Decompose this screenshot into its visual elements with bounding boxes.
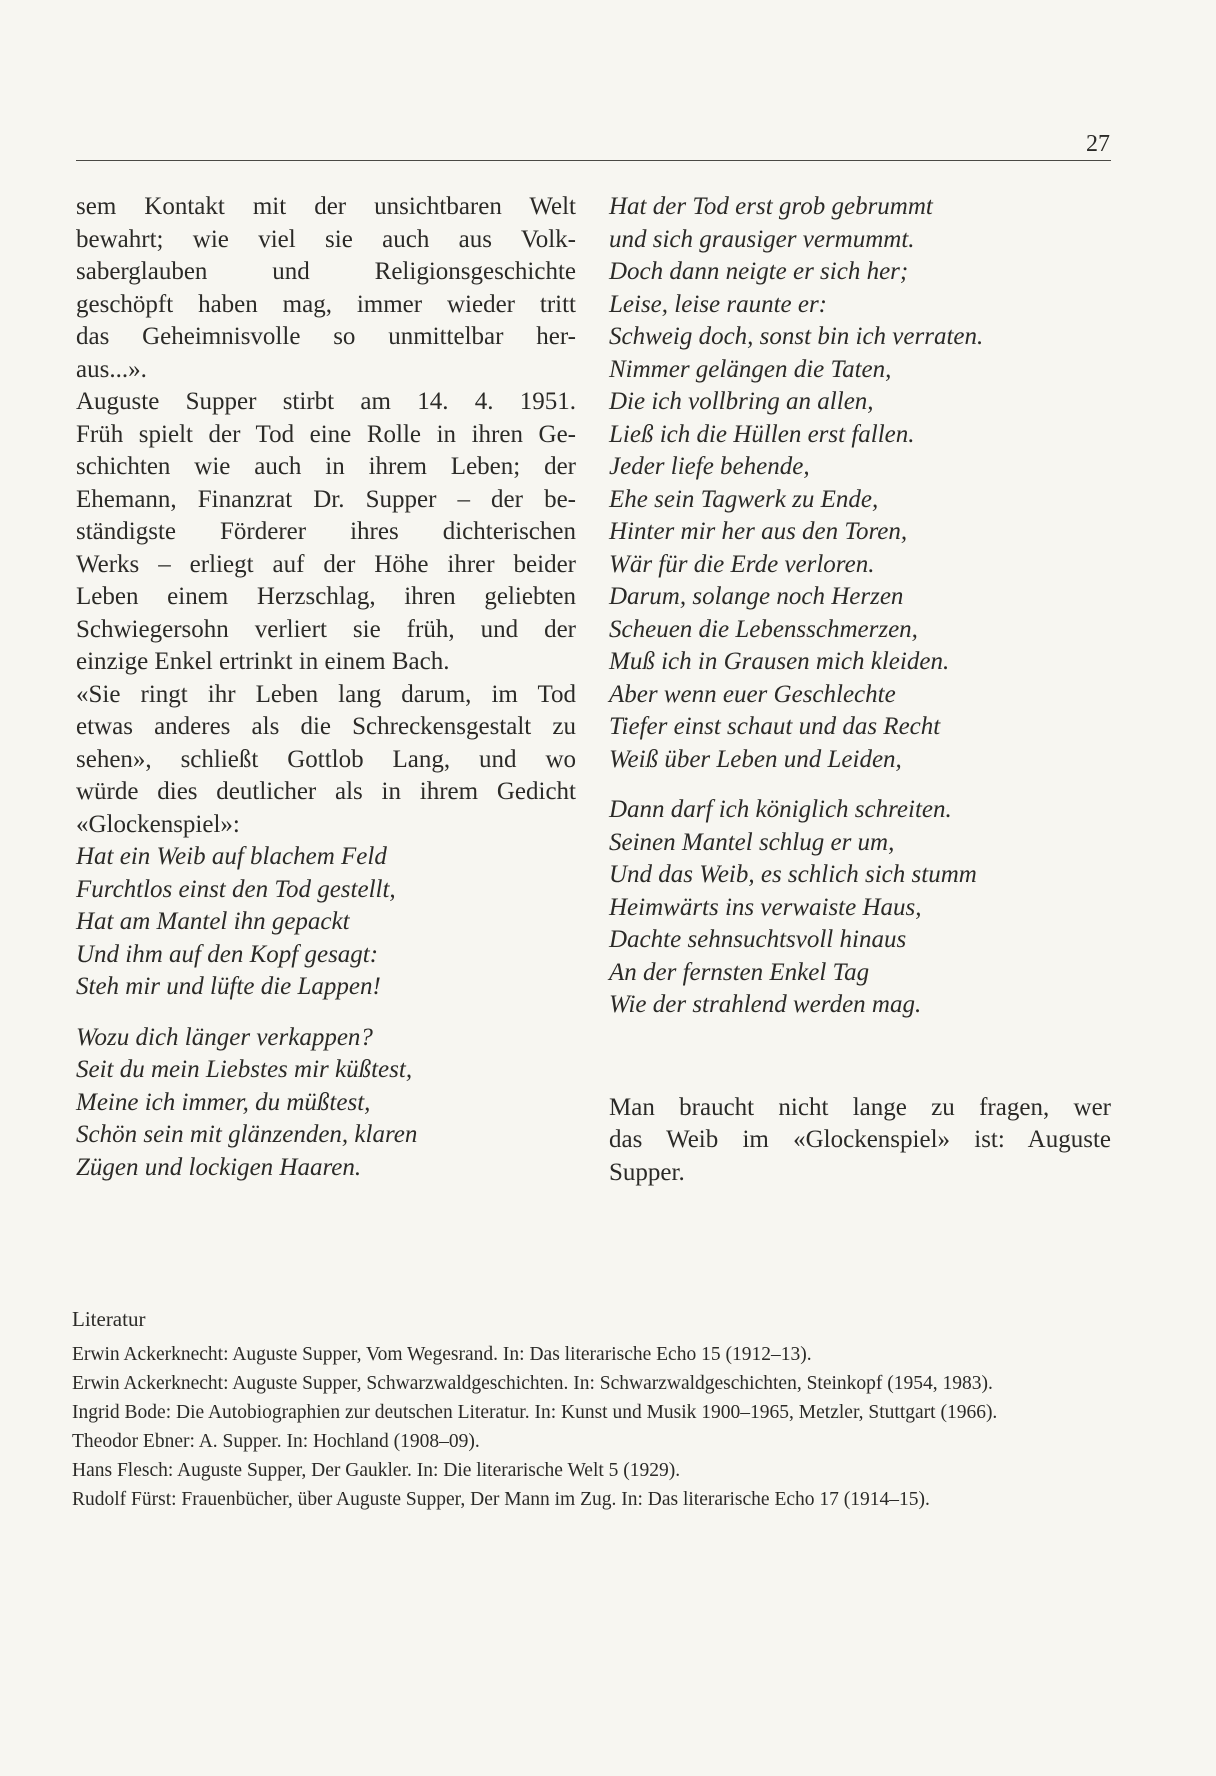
verse-line: Furchtlos einst den Tod gestellt, bbox=[76, 875, 396, 903]
text-line: «Glockenspiel»: bbox=[76, 810, 240, 838]
verse-line: Hat ein Weib auf blachem Feld bbox=[76, 843, 387, 870]
verse-line: Dachte sehnsuchtsvoll hinaus bbox=[609, 926, 907, 953]
poem-stanza-1 bbox=[76, 841, 576, 1004]
prose-block bbox=[76, 191, 576, 841]
text-line: ständigste Förderer ihres dichterischen bbox=[76, 518, 576, 545]
verse-line: Nimmer gelängen die Taten, bbox=[609, 355, 892, 383]
literature-section bbox=[72, 1306, 1112, 1516]
literature-entry: Rudolf Fürst: Frauenbücher, über Auguste Supper, Der Mann im Zug. In: Das literarische Echo 17 (1914–15). bbox=[72, 1489, 930, 1510]
verse-line: Jeder liefe behende, bbox=[609, 453, 810, 480]
left-column bbox=[76, 191, 576, 1184]
literature-entry: Erwin Ackerknecht: Auguste Supper, Vom Wegesrand. In: Das literarische Echo 15 (1912–13). bbox=[72, 1344, 812, 1365]
literature-entry: Ingrid Bode: Die Autobiographien zur deutschen Literatur. In: Kunst und Musik 1900–1965, Metzler, Stuttgart (1966). bbox=[72, 1402, 998, 1423]
verse-line: Doch dann neigte er sich her; bbox=[609, 258, 909, 285]
text-line: Schwiegersohn verliert sie früh, und der bbox=[76, 615, 576, 643]
literature-list bbox=[72, 1342, 1112, 1513]
verse-line: Muß ich in Grausen mich kleiden. bbox=[609, 648, 950, 675]
text-line: das Weib im «Glockenspiel» ist: Auguste bbox=[609, 1126, 1111, 1153]
text-line: aus...». bbox=[76, 355, 147, 383]
verse-line: Schön sein mit glänzenden, klaren bbox=[76, 1121, 418, 1148]
text-line: saberglauben und Religionsgeschichte bbox=[76, 258, 576, 285]
verse-line: Hinter mir her aus den Toren, bbox=[609, 518, 908, 545]
verse-line: Zügen und lockigen Haaren. bbox=[76, 1153, 362, 1181]
text-line: Ehemann, Finanzrat Dr. Supper – der be- bbox=[76, 485, 576, 513]
literature-heading: Literatur bbox=[72, 1307, 146, 1331]
stanza-gap bbox=[76, 1004, 576, 1022]
verse-line: Die ich vollbring an allen, bbox=[609, 388, 874, 415]
verse-line: Ließ ich die Hüllen erst fallen. bbox=[609, 420, 915, 448]
text-line: «Sie ringt ihr Leben lang darum, im Tod bbox=[76, 680, 576, 708]
text-line: das Geheimnisvolle so unmittelbar her- bbox=[76, 323, 576, 350]
stanza-gap bbox=[609, 776, 1111, 794]
verse-line: Wie der strahlend werden mag. bbox=[609, 991, 922, 1018]
text-line: Auguste Supper stirbt am 14. 4. 1951. bbox=[76, 388, 576, 415]
verse-line: Tiefer einst schaut und das Recht bbox=[609, 713, 941, 740]
text-line: sem Kontakt mit der unsichtbaren Welt bbox=[76, 193, 576, 220]
verse-line: Und ihm auf den Kopf gesagt: bbox=[76, 940, 379, 968]
verse-line: Wozu dich länger verkappen? bbox=[76, 1023, 373, 1051]
text-line: Werks – erliegt auf der Höhe ihrer beider bbox=[76, 550, 576, 578]
page-number: 27 bbox=[1086, 131, 1110, 157]
closing-paragraph bbox=[609, 1092, 1111, 1190]
verse-line: Weiß über Leben und Leiden, bbox=[609, 745, 902, 773]
text-line: sehen», schließt Gottlob Lang, und wo bbox=[76, 745, 576, 773]
text-line: Man braucht nicht lange zu fragen, wer bbox=[609, 1093, 1111, 1121]
verse-line: Leise, leise raunte er: bbox=[609, 290, 828, 318]
header-rule bbox=[76, 160, 1111, 161]
verse-line: Seinen Mantel schlug er um, bbox=[609, 828, 895, 856]
verse-line: Hat am Mantel ihn gepackt bbox=[76, 908, 350, 935]
section-gap bbox=[609, 1022, 1111, 1092]
verse-line: Aber wenn euer Geschlechte bbox=[609, 680, 896, 708]
verse-line: Schweig doch, sonst bin ich verraten. bbox=[609, 323, 984, 350]
poem-stanza-2 bbox=[76, 1022, 576, 1185]
verse-line: Scheuen die Lebensschmerzen, bbox=[609, 615, 918, 643]
right-column bbox=[609, 191, 1111, 1189]
poem-stanza-3 bbox=[609, 191, 1111, 776]
text-line: Früh spielt der Tod eine Rolle in ihren Ge- bbox=[76, 420, 576, 448]
verse-line: Hat der Tod erst grob gebrummt bbox=[609, 193, 933, 220]
text-line: geschöpft haben mag, immer wieder tritt bbox=[76, 290, 576, 318]
verse-line: Wär für die Erde verloren. bbox=[609, 550, 875, 578]
verse-line: An der fernsten Enkel Tag bbox=[609, 958, 870, 986]
verse-line: Meine ich immer, du müßtest, bbox=[76, 1088, 371, 1116]
text-line: bewahrt; wie viel sie auch aus Volk- bbox=[76, 225, 576, 253]
text-line: würde dies deutlicher als in ihrem Gedicht bbox=[76, 778, 576, 805]
verse-line: Und das Weib, es schlich sich stumm bbox=[609, 861, 977, 888]
poem-stanza-4 bbox=[609, 794, 1111, 1022]
text-line: Supper. bbox=[609, 1158, 685, 1186]
verse-line: Heimwärts ins verwaiste Haus, bbox=[609, 893, 922, 921]
verse-line: und sich grausiger vermummt. bbox=[609, 225, 915, 253]
text-line: schichten wie auch in ihrem Leben; der bbox=[76, 453, 576, 480]
literature-entry: Erwin Ackerknecht: Auguste Supper, Schwarzwaldgeschichten. In: Schwarzwaldgeschichten, Steinkopf (1954, 1983). bbox=[72, 1373, 993, 1394]
verse-line: Ehe sein Tagwerk zu Ende, bbox=[609, 485, 879, 513]
literature-entry: Hans Flesch: Auguste Supper, Der Gaukler. In: Die literarische Welt 5 (1929). bbox=[72, 1460, 681, 1481]
verse-line: Dann darf ich königlich schreiten. bbox=[609, 796, 952, 823]
text-line: Leben einem Herzschlag, ihren geliebten bbox=[76, 583, 576, 610]
literature-entry: Theodor Ebner: A. Supper. In: Hochland (1908–09). bbox=[72, 1431, 480, 1452]
text-line: einzige Enkel ertrinkt in einem Bach. bbox=[76, 648, 450, 675]
verse-line: Steh mir und lüfte die Lappen! bbox=[76, 973, 381, 1000]
text-line: etwas anderes als die Schreckensgestalt zu bbox=[76, 713, 576, 740]
verse-line: Darum, solange noch Herzen bbox=[609, 583, 904, 610]
verse-line: Seit du mein Liebstes mir küßtest, bbox=[76, 1056, 413, 1083]
